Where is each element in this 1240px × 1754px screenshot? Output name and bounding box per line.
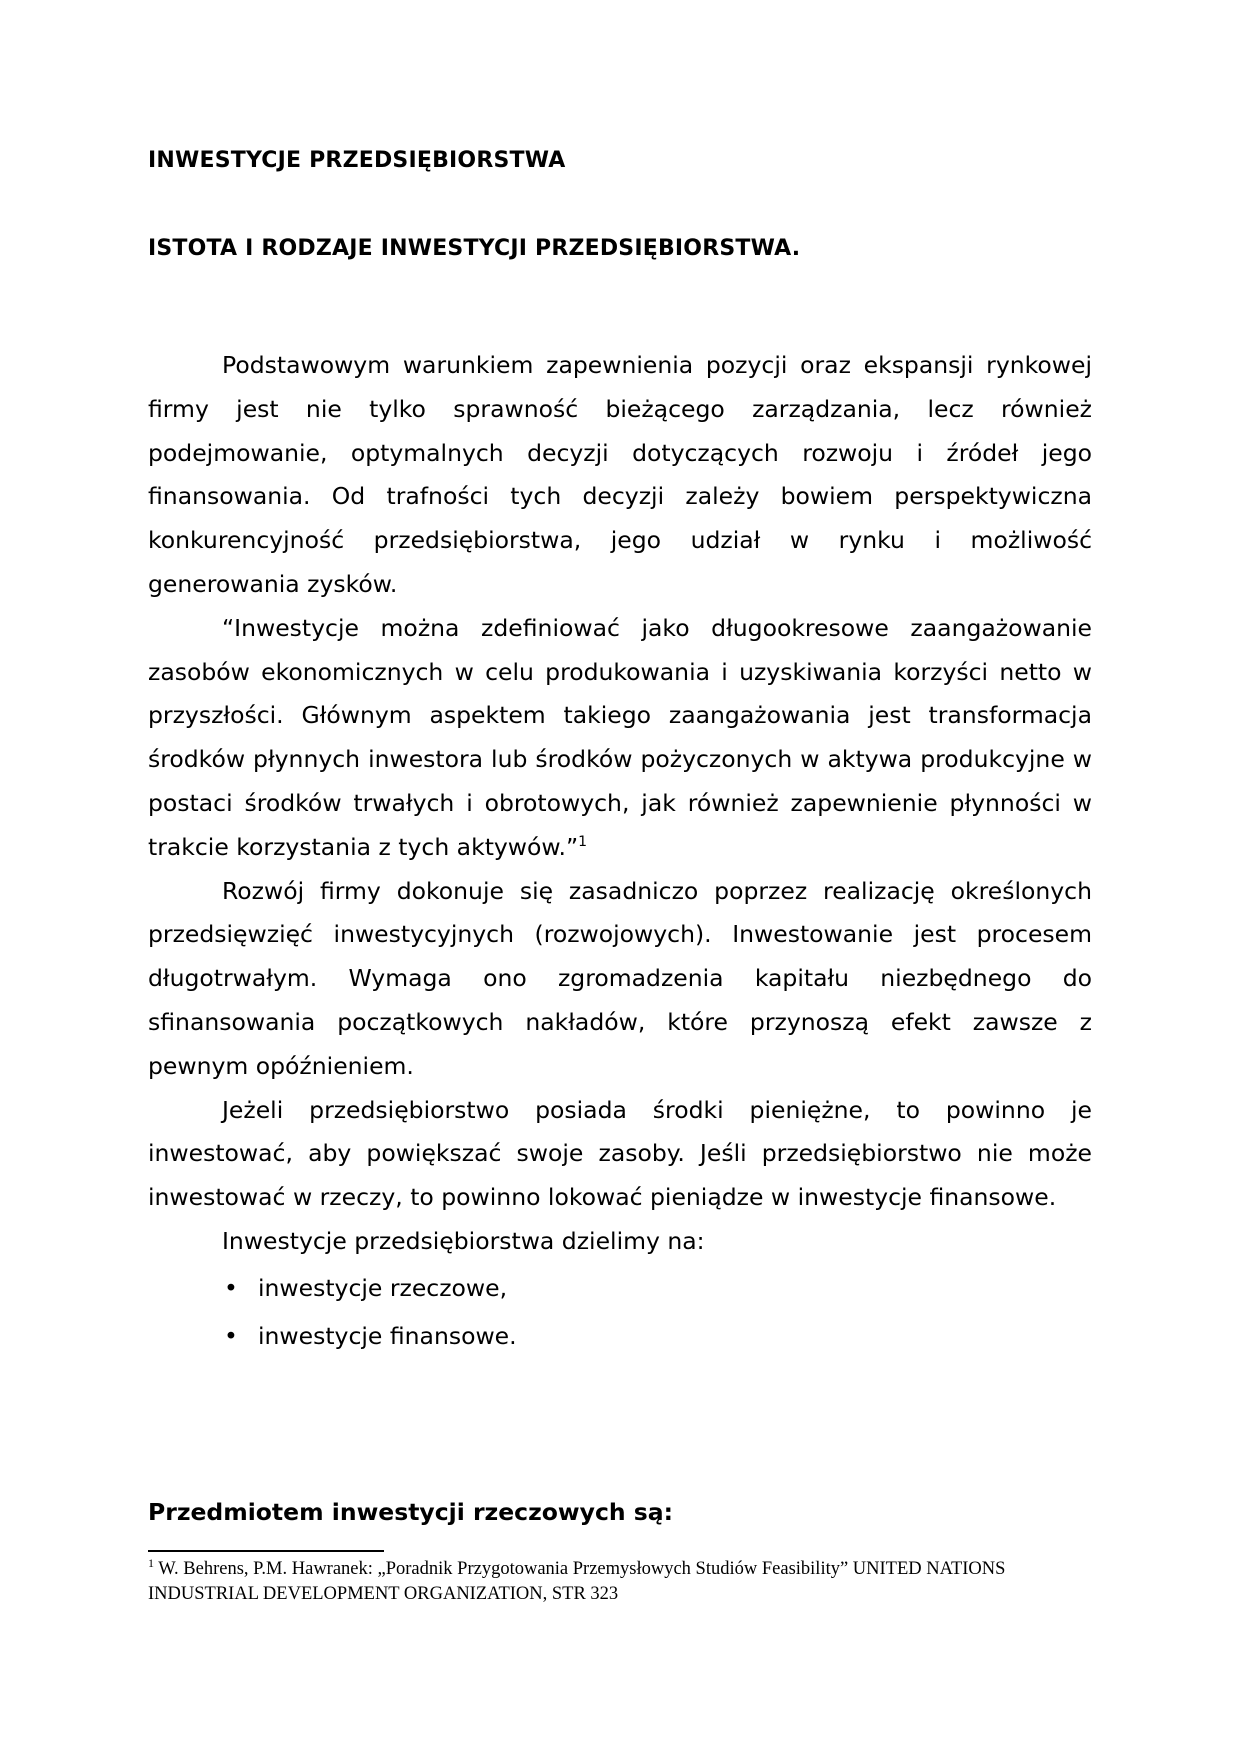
subheading: Przedmiotem inwestycji rzeczowych są: <box>148 1498 674 1526</box>
footnote-reference[interactable]: 1 <box>578 833 588 850</box>
paragraph-4: Jeżeli przedsiębiorstwo posiada środki pieniężne, to powinno je inwestować, aby powiększać swoje zasoby. Jeśli przedsiębiorstwo nie może inwestować w rzeczy, to powinno lokować pieniądze w inwestycje finansowe. <box>148 1095 1092 1212</box>
list-item-label: inwestycje rzeczowe, <box>258 1273 508 1302</box>
bullet-icon: • <box>224 1321 238 1350</box>
footnote-text: W. Behrens, P.M. Hawranek: „Poradnik Przygotowania Przemysłowych Studiów Feasibility” UNITED NATIONS INDUSTRIAL DEVELOPMENT ORGANIZATION, STR 323 <box>148 1559 1006 1604</box>
bullet-icon: • <box>224 1273 238 1302</box>
section-heading: ISTOTA I RODZAJE INWESTYCJI PRZEDSIĘBIORSTWA. <box>148 236 801 261</box>
quote-text: “Inwestycje można zdefiniować jako długookresowe zaangażowanie zasobów ekonomicznych w celu produkowania i uzyskiwania korzyści netto w przyszłości. Głównym aspektem takiego zaangażowania jest transformacja środków płynnych inwestora lub środków pożyczonych w aktywa produkcyjne w postaci środków trwałych i obrotowych, jak również zapewnienie płynności w trakcie korzystania z tych aktywów.” <box>148 613 1092 861</box>
footnote-number: 1 <box>148 1555 154 1570</box>
investment-types-list <box>148 1264 1092 1360</box>
list-item <box>222 1312 1092 1360</box>
body-text <box>148 344 1092 1360</box>
document-title: INWESTYCJE PRZEDSIĘBIORSTWA <box>148 148 566 173</box>
footnote <box>148 1557 1092 1607</box>
list-item <box>222 1264 1092 1312</box>
paragraph-1: Podstawowym warunkiem zapewnienia pozycji oraz ekspansji rynkowej firmy jest nie tylko sprawność bieżącego zarządzania, lecz również podejmowanie, optymalnych decyzji dotyczących rozwoju i źródeł jego finansowania. Od trafności tych decyzji zależy bowiem perspektywiczna konkurencyjność przedsiębiorstwa, jego udział w rynku i możliwość generowania zysków. <box>148 351 1092 598</box>
paragraph-3: Rozwój firmy dokonuje się zasadniczo poprzez realizację określonych przedsięwzięć inwestycyjnych (rozwojowych). Inwestowanie jest procesem długotrwałym. Wymaga ono zgromadzenia kapitału niezbędnego do sfinansowania początkowych nakładów, które przynoszą efekt zawsze z pewnym opóźnieniem. <box>148 876 1092 1080</box>
list-item-label: inwestycje finansowe. <box>258 1321 517 1350</box>
paragraph-5: Inwestycje przedsiębiorstwa dzielimy na: <box>222 1226 705 1255</box>
paragraph-2 <box>148 607 1092 870</box>
footnote-separator <box>148 1550 384 1552</box>
